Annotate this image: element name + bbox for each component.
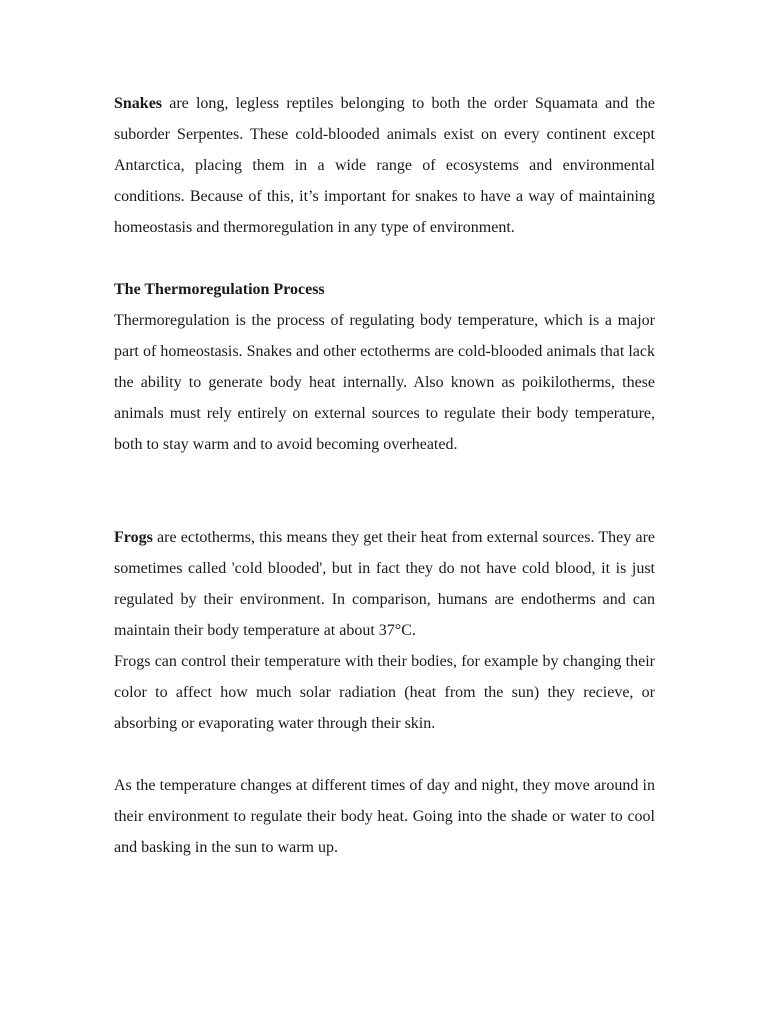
thermoregulation-paragraph: Thermoregulation is the process of regulating body temperature, which is a major part of homeostasis. Snakes and other ectotherms are cold-blooded animals that lack the ability to generate body heat internally. Also known as poikilotherms, these animals must rely entirely on external sources to regulate their body temperature, both to stay warm and to avoid becoming overheated.	[114, 312, 655, 453]
frogs-color-paragraph: Frogs can control their temperature with their bodies, for example by changing their color to affect how much solar radiation (heat from the sun) they recieve, or absorbing or evaporating water through their skin.	[114, 653, 655, 732]
snakes-paragraph-text: are long, legless reptiles belonging to both the order Squamata and the suborder Serpentes. These cold-blooded animals exist on every continent except Antarctica, placing them in a wide range of ecosystems and environmental conditions. Because of this, it’s important for snakes to have a way of maintaining homeostasis and thermoregulation in any type of environment.	[114, 95, 655, 236]
frogs-paragraph	[114, 522, 655, 646]
snakes-paragraph	[114, 88, 655, 243]
frogs-lead-word: Frogs	[114, 529, 153, 546]
frogs-movement-paragraph: As the temperature changes at different times of day and night, they move around in their environment to regulate their body heat. Going into the shade or water to cool and basking in the sun to warm up.	[114, 777, 655, 856]
spacer	[114, 739, 655, 770]
document-page	[114, 88, 655, 863]
spacer	[114, 460, 655, 522]
thermoregulation-heading: The Thermoregulation Process	[114, 281, 325, 298]
snakes-lead-word: Snakes	[114, 95, 163, 112]
spacer	[114, 243, 655, 274]
frogs-paragraph-text: are ectotherms, this means they get their heat from external sources. They are sometimes called 'cold blooded', but in fact they do not have cold blood, it is just regulated by their environment. In comparison, humans are endotherms and can maintain their body temperature at about 37°C.	[114, 529, 655, 639]
